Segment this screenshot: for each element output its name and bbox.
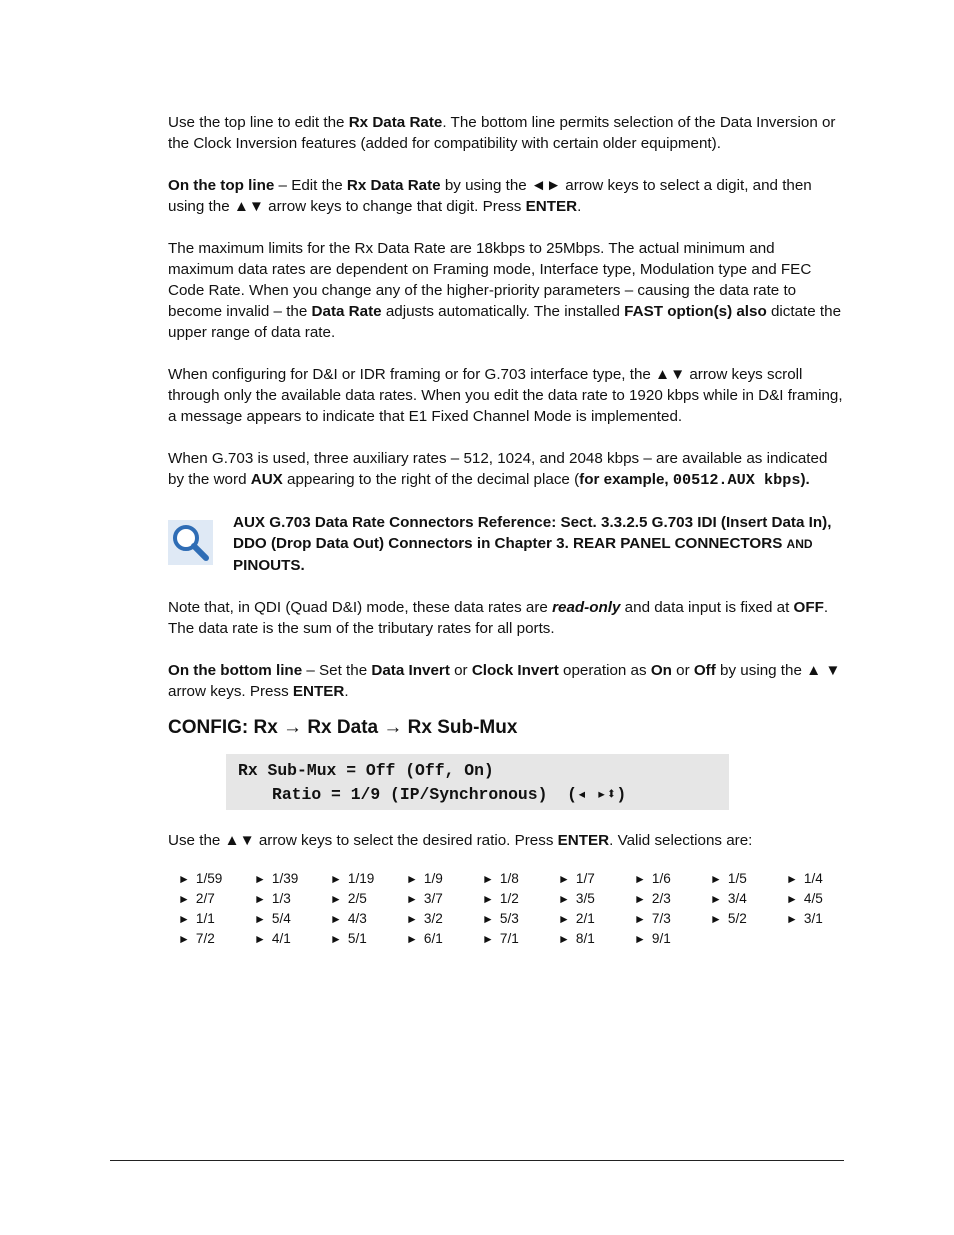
ratio-marker: ► — [710, 912, 722, 926]
ratio-item — [786, 889, 862, 909]
ratio-marker: ► — [634, 872, 646, 886]
ratio-value: 1/8 — [499, 871, 519, 886]
ratio-value: 1/5 — [727, 871, 747, 886]
ratio-value: 2/1 — [575, 911, 595, 926]
top-line-paragraph: On the top line – Edit the Rx Data Rate by using the ◄► arrow keys to select a digit, and then using the ▲▼ arrow keys to change that digit. Press ENTER. — [168, 177, 812, 215]
ratio-item — [482, 869, 558, 889]
ratio-value: 4/3 — [347, 911, 367, 926]
ratio-item — [178, 889, 254, 909]
ratio-value: 1/9 — [423, 871, 443, 886]
qdi-paragraph: Note that, in QDI (Quad D&I) mode, these data rates are read-only and data input is fixed at OFF. The data rate is the sum of the tributary rates for all ports. — [168, 599, 829, 637]
ratio-marker: ► — [482, 932, 494, 946]
ratio-item — [330, 869, 406, 889]
ratio-marker: ► — [330, 892, 342, 906]
ratio-value: 1/6 — [651, 871, 671, 886]
ratio-item — [558, 909, 634, 929]
ratio-marker: ► — [558, 932, 570, 946]
ratio-item — [406, 869, 482, 889]
ratio-value: 3/7 — [423, 891, 443, 906]
limits-paragraph: The maximum limits for the Rx Data Rate are 18kbps to 25Mbps. The actual minimum and maximum data rates are dependent on Framing mode, Interface type, Modulation type and FEC Code Rate. When you change any of the higher-priority parameters – causing the data rate to become invalid – the Data Rate adjusts automatically. The installed FAST option(s) also dictate the upper range of data rate. — [168, 240, 842, 341]
ratio-marker: ► — [558, 872, 570, 886]
ratio-value: 7/3 — [651, 911, 671, 926]
section-heading: CONFIG: Rx → Rx Data → Rx Sub-Mux — [168, 717, 518, 738]
ratio-value: 5/3 — [499, 911, 519, 926]
page-content — [168, 112, 844, 949]
ratio-item — [178, 929, 254, 949]
bottom-line-paragraph: On the bottom line – Set the Data Invert or Clock Invert operation as On or Off by using the ▲ ▼ arrow keys. Press ENTER. — [168, 662, 841, 700]
ratio-marker: ► — [178, 872, 190, 886]
ratio-marker: ► — [178, 912, 190, 926]
ratio-value: 5/1 — [347, 931, 367, 946]
ratio-value: 4/1 — [271, 931, 291, 946]
ratio-item — [254, 889, 330, 909]
ratio-instructions: Use the ▲▼ arrow keys to select the desired ratio. Press ENTER. Valid selections are: — [168, 832, 753, 849]
ratio-item — [254, 909, 330, 929]
ratio-value: 3/4 — [727, 891, 747, 906]
note-text: AUX G.703 Data Rate Connectors Reference: Sect. 3.3.2.5 G.703 IDI (Insert Data In), DDO (Drop Data Out) Connectors in Chapter 3. REAR PANEL CONNECTORS — [233, 514, 832, 552]
ratio-marker: ► — [178, 892, 190, 906]
ratio-value: 1/4 — [803, 871, 823, 886]
ratio-marker: ► — [482, 872, 494, 886]
ratio-item — [634, 869, 710, 889]
ratio-item — [330, 929, 406, 949]
ratio-item — [178, 909, 254, 929]
ratio-item — [482, 889, 558, 909]
ratio-item — [558, 869, 634, 889]
ratio-marker: ► — [710, 892, 722, 906]
lcd-line-1: Rx Sub-Mux = Off (Off, On) — [238, 761, 494, 780]
lcd-display — [226, 754, 729, 810]
magnifier-icon — [168, 520, 213, 565]
ratio-item — [406, 909, 482, 929]
ratio-item — [786, 869, 862, 889]
ratio-value: 1/1 — [195, 911, 215, 926]
ratio-marker: ► — [482, 892, 494, 906]
ratio-marker: ► — [330, 872, 342, 886]
lcd-line-2: Ratio = 1/9 (IP/Synchronous) (◂ ▸⬍) — [272, 785, 627, 804]
ratio-marker: ► — [558, 912, 570, 926]
ratio-marker: ► — [558, 892, 570, 906]
ratio-item — [330, 909, 406, 929]
ratio-value: 3/2 — [423, 911, 443, 926]
ratio-value: 7/1 — [499, 931, 519, 946]
intro-paragraph: Use the top line to edit the Rx Data Rate. The bottom line permits selection of the Data Inversion or the Clock Inversion features (added for compatibility with certain older equipment). — [168, 114, 836, 152]
ratio-marker: ► — [710, 872, 722, 886]
g703-paragraph: When G.703 is used, three auxiliary rates – 512, 1024, and 2048 kbps – are available as indicated by the word AUX appearing to the right of the decimal place (for example, 00512.AUX kbps). — [168, 450, 828, 489]
ratio-item — [178, 869, 254, 889]
ratio-value: 8/1 — [575, 931, 595, 946]
ratio-value: 2/7 — [195, 891, 215, 906]
ratio-value: 5/4 — [271, 911, 291, 926]
ratio-value: 6/1 — [423, 931, 443, 946]
ratio-item — [710, 889, 786, 909]
ratio-item — [710, 869, 786, 889]
ratio-marker: ► — [178, 932, 190, 946]
ratio-marker: ► — [786, 872, 798, 886]
ratio-value: 9/1 — [651, 931, 671, 946]
ratio-marker: ► — [254, 912, 266, 926]
ratio-marker: ► — [330, 912, 342, 926]
ratio-value: 1/39 — [271, 871, 299, 886]
ratio-marker: ► — [254, 872, 266, 886]
ratio-list — [178, 869, 844, 949]
ratio-item — [482, 909, 558, 929]
ratio-value: 3/1 — [803, 911, 823, 926]
ratio-item — [634, 889, 710, 909]
ratio-item — [558, 929, 634, 949]
ratio-item — [406, 889, 482, 909]
ratio-item — [482, 929, 558, 949]
ratio-marker: ► — [330, 932, 342, 946]
ratio-value: 4/5 — [803, 891, 823, 906]
ratio-value: 7/2 — [195, 931, 215, 946]
ratio-value: 1/2 — [499, 891, 519, 906]
ratio-value: 2/5 — [347, 891, 367, 906]
ratio-marker: ► — [634, 892, 646, 906]
ratio-marker: ► — [634, 932, 646, 946]
ratio-marker: ► — [254, 932, 266, 946]
ratio-value: 3/5 — [575, 891, 595, 906]
ratio-value: 1/59 — [195, 871, 223, 886]
ratio-marker: ► — [254, 892, 266, 906]
ratio-marker: ► — [406, 892, 418, 906]
ratio-marker: ► — [406, 872, 418, 886]
ratio-item — [634, 909, 710, 929]
ratio-item — [634, 929, 710, 949]
ratio-item — [254, 929, 330, 949]
ratio-value: 1/19 — [347, 871, 375, 886]
ratio-item — [558, 889, 634, 909]
ratio-value: 5/2 — [727, 911, 747, 926]
ratio-item — [254, 869, 330, 889]
ratio-marker: ► — [786, 892, 798, 906]
reference-note: AUX G.703 Data Rate Connectors Reference: Sect. 3.3.2.5 G.703 IDI (Insert Data In), DDO (Drop Data Out) Connectors in Chapter 3. REAR PANEL CONNECTORS AND PINOUTS. — [168, 512, 844, 576]
ratio-marker: ► — [482, 912, 494, 926]
ratio-item — [406, 929, 482, 949]
ratio-marker: ► — [786, 912, 798, 926]
ratio-value: 1/3 — [271, 891, 291, 906]
ratio-marker: ► — [406, 912, 418, 926]
ratio-item — [330, 889, 406, 909]
ratio-item — [786, 909, 862, 929]
framing-paragraph: When configuring for D&I or IDR framing or for G.703 interface type, the ▲▼ arrow keys scroll through only the available data rates. When you edit the data rate to 1920 kbps while in D&I framing, a message appears to indicate that E1 Fixed Channel Mode is implemented. — [168, 366, 843, 425]
ratio-value: 2/3 — [651, 891, 671, 906]
ratio-item — [710, 909, 786, 929]
ratio-marker: ► — [634, 912, 646, 926]
footer-rule — [110, 1160, 844, 1161]
ratio-value: 1/7 — [575, 871, 595, 886]
ratio-marker: ► — [406, 932, 418, 946]
